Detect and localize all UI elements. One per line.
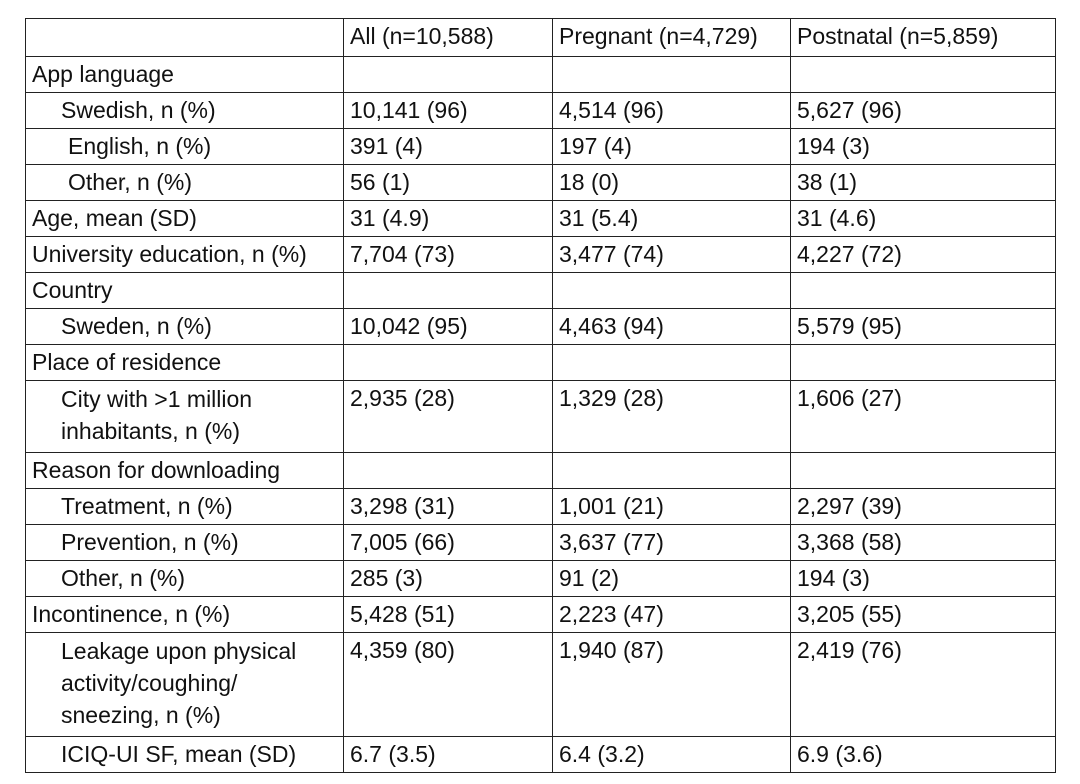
cell-all (344, 453, 553, 489)
cell-all: 7,005 (66) (344, 525, 553, 561)
row-label: Reason for downloading (26, 453, 344, 489)
cell-postnatal: 194 (3) (791, 561, 1056, 597)
cell-all: 3,298 (31) (344, 489, 553, 525)
row-label: English, n (%) (26, 129, 344, 165)
cell-postnatal: 3,205 (55) (791, 597, 1056, 633)
table-row (26, 633, 1056, 737)
cell-pregnant (553, 345, 791, 381)
cell-postnatal: 194 (3) (791, 129, 1056, 165)
cell-all: 2,935 (28) (344, 381, 553, 453)
cell-all (344, 345, 553, 381)
cell-pregnant: 91 (2) (553, 561, 791, 597)
cell-all: 10,042 (95) (344, 309, 553, 345)
table-row (26, 93, 1056, 129)
row-label: Age, mean (SD) (26, 201, 344, 237)
table-row (26, 201, 1056, 237)
cell-all: 5,428 (51) (344, 597, 553, 633)
cell-pregnant (553, 57, 791, 93)
table-row (26, 345, 1056, 381)
header-cell-all: All (n=10,588) (344, 19, 553, 57)
row-label: Other, n (%) (26, 561, 344, 597)
row-label: App language (26, 57, 344, 93)
header-cell-postnatal: Postnatal (n=5,859) (791, 19, 1056, 57)
table-row (26, 489, 1056, 525)
cell-all: 31 (4.9) (344, 201, 553, 237)
row-label: Place of residence (26, 345, 344, 381)
cell-pregnant: 31 (5.4) (553, 201, 791, 237)
cell-postnatal: 5,627 (96) (791, 93, 1056, 129)
cell-pregnant: 2,223 (47) (553, 597, 791, 633)
row-label: ICIQ-UI SF, mean (SD) (26, 737, 344, 773)
cell-pregnant (553, 453, 791, 489)
row-label: Leakage upon physical activity/coughing/ sneezing, n (%) (26, 633, 344, 737)
cell-all (344, 273, 553, 309)
cell-pregnant (553, 273, 791, 309)
cell-postnatal: 2,297 (39) (791, 489, 1056, 525)
table-row (26, 737, 1056, 773)
table-row (26, 561, 1056, 597)
cell-all: 391 (4) (344, 129, 553, 165)
cell-postnatal (791, 57, 1056, 93)
cell-pregnant: 4,463 (94) (553, 309, 791, 345)
cell-postnatal: 1,606 (27) (791, 381, 1056, 453)
header-cell-pregnant: Pregnant (n=4,729) (553, 19, 791, 57)
cell-all: 56 (1) (344, 165, 553, 201)
cell-postnatal: 4,227 (72) (791, 237, 1056, 273)
row-label: Swedish, n (%) (26, 93, 344, 129)
cell-all: 4,359 (80) (344, 633, 553, 737)
characteristics-table (25, 18, 1056, 773)
header-cell-empty (26, 19, 344, 57)
row-label: Incontinence, n (%) (26, 597, 344, 633)
cell-postnatal (791, 453, 1056, 489)
table-row (26, 525, 1056, 561)
cell-pregnant: 4,514 (96) (553, 93, 791, 129)
cell-pregnant: 3,637 (77) (553, 525, 791, 561)
cell-postnatal (791, 345, 1056, 381)
cell-all: 285 (3) (344, 561, 553, 597)
table-container (25, 18, 1056, 773)
cell-all: 10,141 (96) (344, 93, 553, 129)
table-row (26, 129, 1056, 165)
row-label: Prevention, n (%) (26, 525, 344, 561)
cell-pregnant: 6.4 (3.2) (553, 737, 791, 773)
cell-postnatal: 31 (4.6) (791, 201, 1056, 237)
table-row (26, 165, 1056, 201)
cell-postnatal: 6.9 (3.6) (791, 737, 1056, 773)
table-row (26, 237, 1056, 273)
cell-pregnant: 1,329 (28) (553, 381, 791, 453)
row-label: Other, n (%) (26, 165, 344, 201)
row-label: City with >1 million inhabitants, n (%) (26, 381, 344, 453)
table-row (26, 309, 1056, 345)
cell-postnatal: 2,419 (76) (791, 633, 1056, 737)
table-row (26, 453, 1056, 489)
cell-postnatal: 5,579 (95) (791, 309, 1056, 345)
cell-all: 7,704 (73) (344, 237, 553, 273)
row-label: Treatment, n (%) (26, 489, 344, 525)
cell-postnatal: 3,368 (58) (791, 525, 1056, 561)
cell-pregnant: 18 (0) (553, 165, 791, 201)
cell-all (344, 57, 553, 93)
cell-pregnant: 3,477 (74) (553, 237, 791, 273)
table-row (26, 57, 1056, 93)
cell-all: 6.7 (3.5) (344, 737, 553, 773)
cell-pregnant: 197 (4) (553, 129, 791, 165)
cell-postnatal: 38 (1) (791, 165, 1056, 201)
cell-pregnant: 1,940 (87) (553, 633, 791, 737)
row-label: University education, n (%) (26, 237, 344, 273)
table-row (26, 597, 1056, 633)
row-label: Sweden, n (%) (26, 309, 344, 345)
header-row (26, 19, 1056, 57)
row-label: Country (26, 273, 344, 309)
cell-postnatal (791, 273, 1056, 309)
cell-pregnant: 1,001 (21) (553, 489, 791, 525)
table-row (26, 273, 1056, 309)
table-row (26, 381, 1056, 453)
